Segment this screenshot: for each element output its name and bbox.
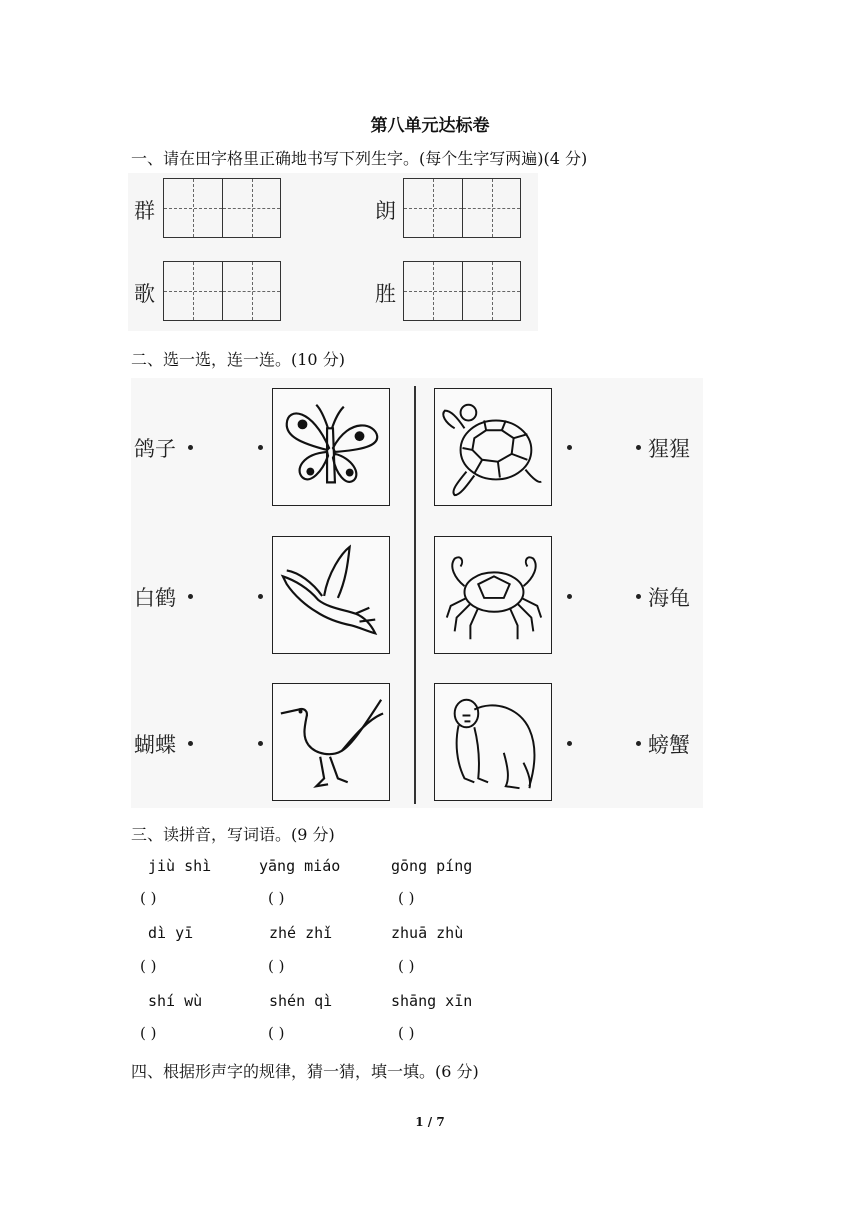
turtle-icon — [434, 388, 552, 506]
pinyin-item: shén qì — [269, 992, 333, 1010]
section-3-heading: 三、读拼音，写词语。(9 分) — [131, 825, 335, 844]
char-label-sheng: 胜 — [375, 282, 396, 306]
matching-area — [131, 378, 703, 808]
page-title: 第八单元达标卷 — [370, 116, 490, 136]
char-label-qun: 群 — [134, 199, 155, 223]
dot-word-right-3[interactable] — [636, 741, 641, 746]
char-label-ge: 歌 — [134, 282, 155, 306]
section-4-heading: 四、根据形声字的规律，猜一猜，填一填。(6 分) — [131, 1062, 479, 1081]
tianzige-ge[interactable] — [163, 261, 281, 321]
pinyin-item: shāng xīn — [391, 992, 473, 1010]
pinyin-item: shí wù — [148, 992, 203, 1010]
answer-blank[interactable]: ( ) — [268, 1024, 285, 1042]
butterfly-icon — [272, 388, 390, 506]
pinyin-item: zhé zhǐ — [269, 924, 333, 942]
tianzige-lang[interactable] — [403, 178, 521, 238]
tianzige-sheng[interactable] — [403, 261, 521, 321]
dot-image-left-1[interactable] — [258, 445, 263, 450]
crab-icon — [434, 536, 552, 654]
word-haigui: 海龟 — [648, 586, 690, 610]
matching-divider — [414, 386, 416, 804]
dot-word-left-1[interactable] — [188, 445, 193, 450]
answer-blank[interactable]: ( ) — [268, 957, 285, 975]
answer-blank[interactable]: ( ) — [398, 889, 415, 907]
section-1-heading: 一、请在田字格里正确地书写下列生字。(每个生字写两遍)(4 分) — [131, 149, 588, 168]
pinyin-item: gōng píng — [391, 857, 473, 875]
section-2-heading: 二、选一选，连一连。(10 分) — [131, 350, 345, 369]
word-baihe: 白鹤 — [134, 586, 176, 610]
dot-word-right-1[interactable] — [636, 445, 641, 450]
pinyin-item: zhuā zhù — [391, 924, 464, 942]
word-xingxing: 猩猩 — [648, 437, 690, 461]
word-gezi: 鸽子 — [134, 437, 176, 461]
pinyin-item: dì yī — [148, 924, 194, 942]
dot-image-left-2[interactable] — [258, 594, 263, 599]
word-hudie: 蝴蝶 — [134, 733, 176, 757]
dove-icon — [272, 536, 390, 654]
answer-blank[interactable]: ( ) — [140, 957, 157, 975]
tianzige-qun[interactable] — [163, 178, 281, 238]
gorilla-icon — [434, 683, 552, 801]
dot-word-left-2[interactable] — [188, 594, 193, 599]
word-pangxie: 螃蟹 — [648, 733, 690, 757]
dot-word-left-3[interactable] — [188, 741, 193, 746]
crane-icon — [272, 683, 390, 801]
dot-word-right-2[interactable] — [636, 594, 641, 599]
answer-blank[interactable]: ( ) — [398, 957, 415, 975]
dot-image-right-2[interactable] — [567, 594, 572, 599]
answer-blank[interactable]: ( ) — [268, 889, 285, 907]
pinyin-item: yāng miáo — [259, 857, 341, 875]
pinyin-item: jiù shì — [148, 857, 212, 875]
answer-blank[interactable]: ( ) — [140, 889, 157, 907]
dot-image-left-3[interactable] — [258, 741, 263, 746]
dot-image-right-3[interactable] — [567, 741, 572, 746]
answer-blank[interactable]: ( ) — [140, 1024, 157, 1042]
char-label-lang: 朗 — [375, 199, 396, 223]
dot-image-right-1[interactable] — [567, 445, 572, 450]
answer-blank[interactable]: ( ) — [398, 1024, 415, 1042]
page-number: 1 / 7 — [415, 1115, 445, 1129]
